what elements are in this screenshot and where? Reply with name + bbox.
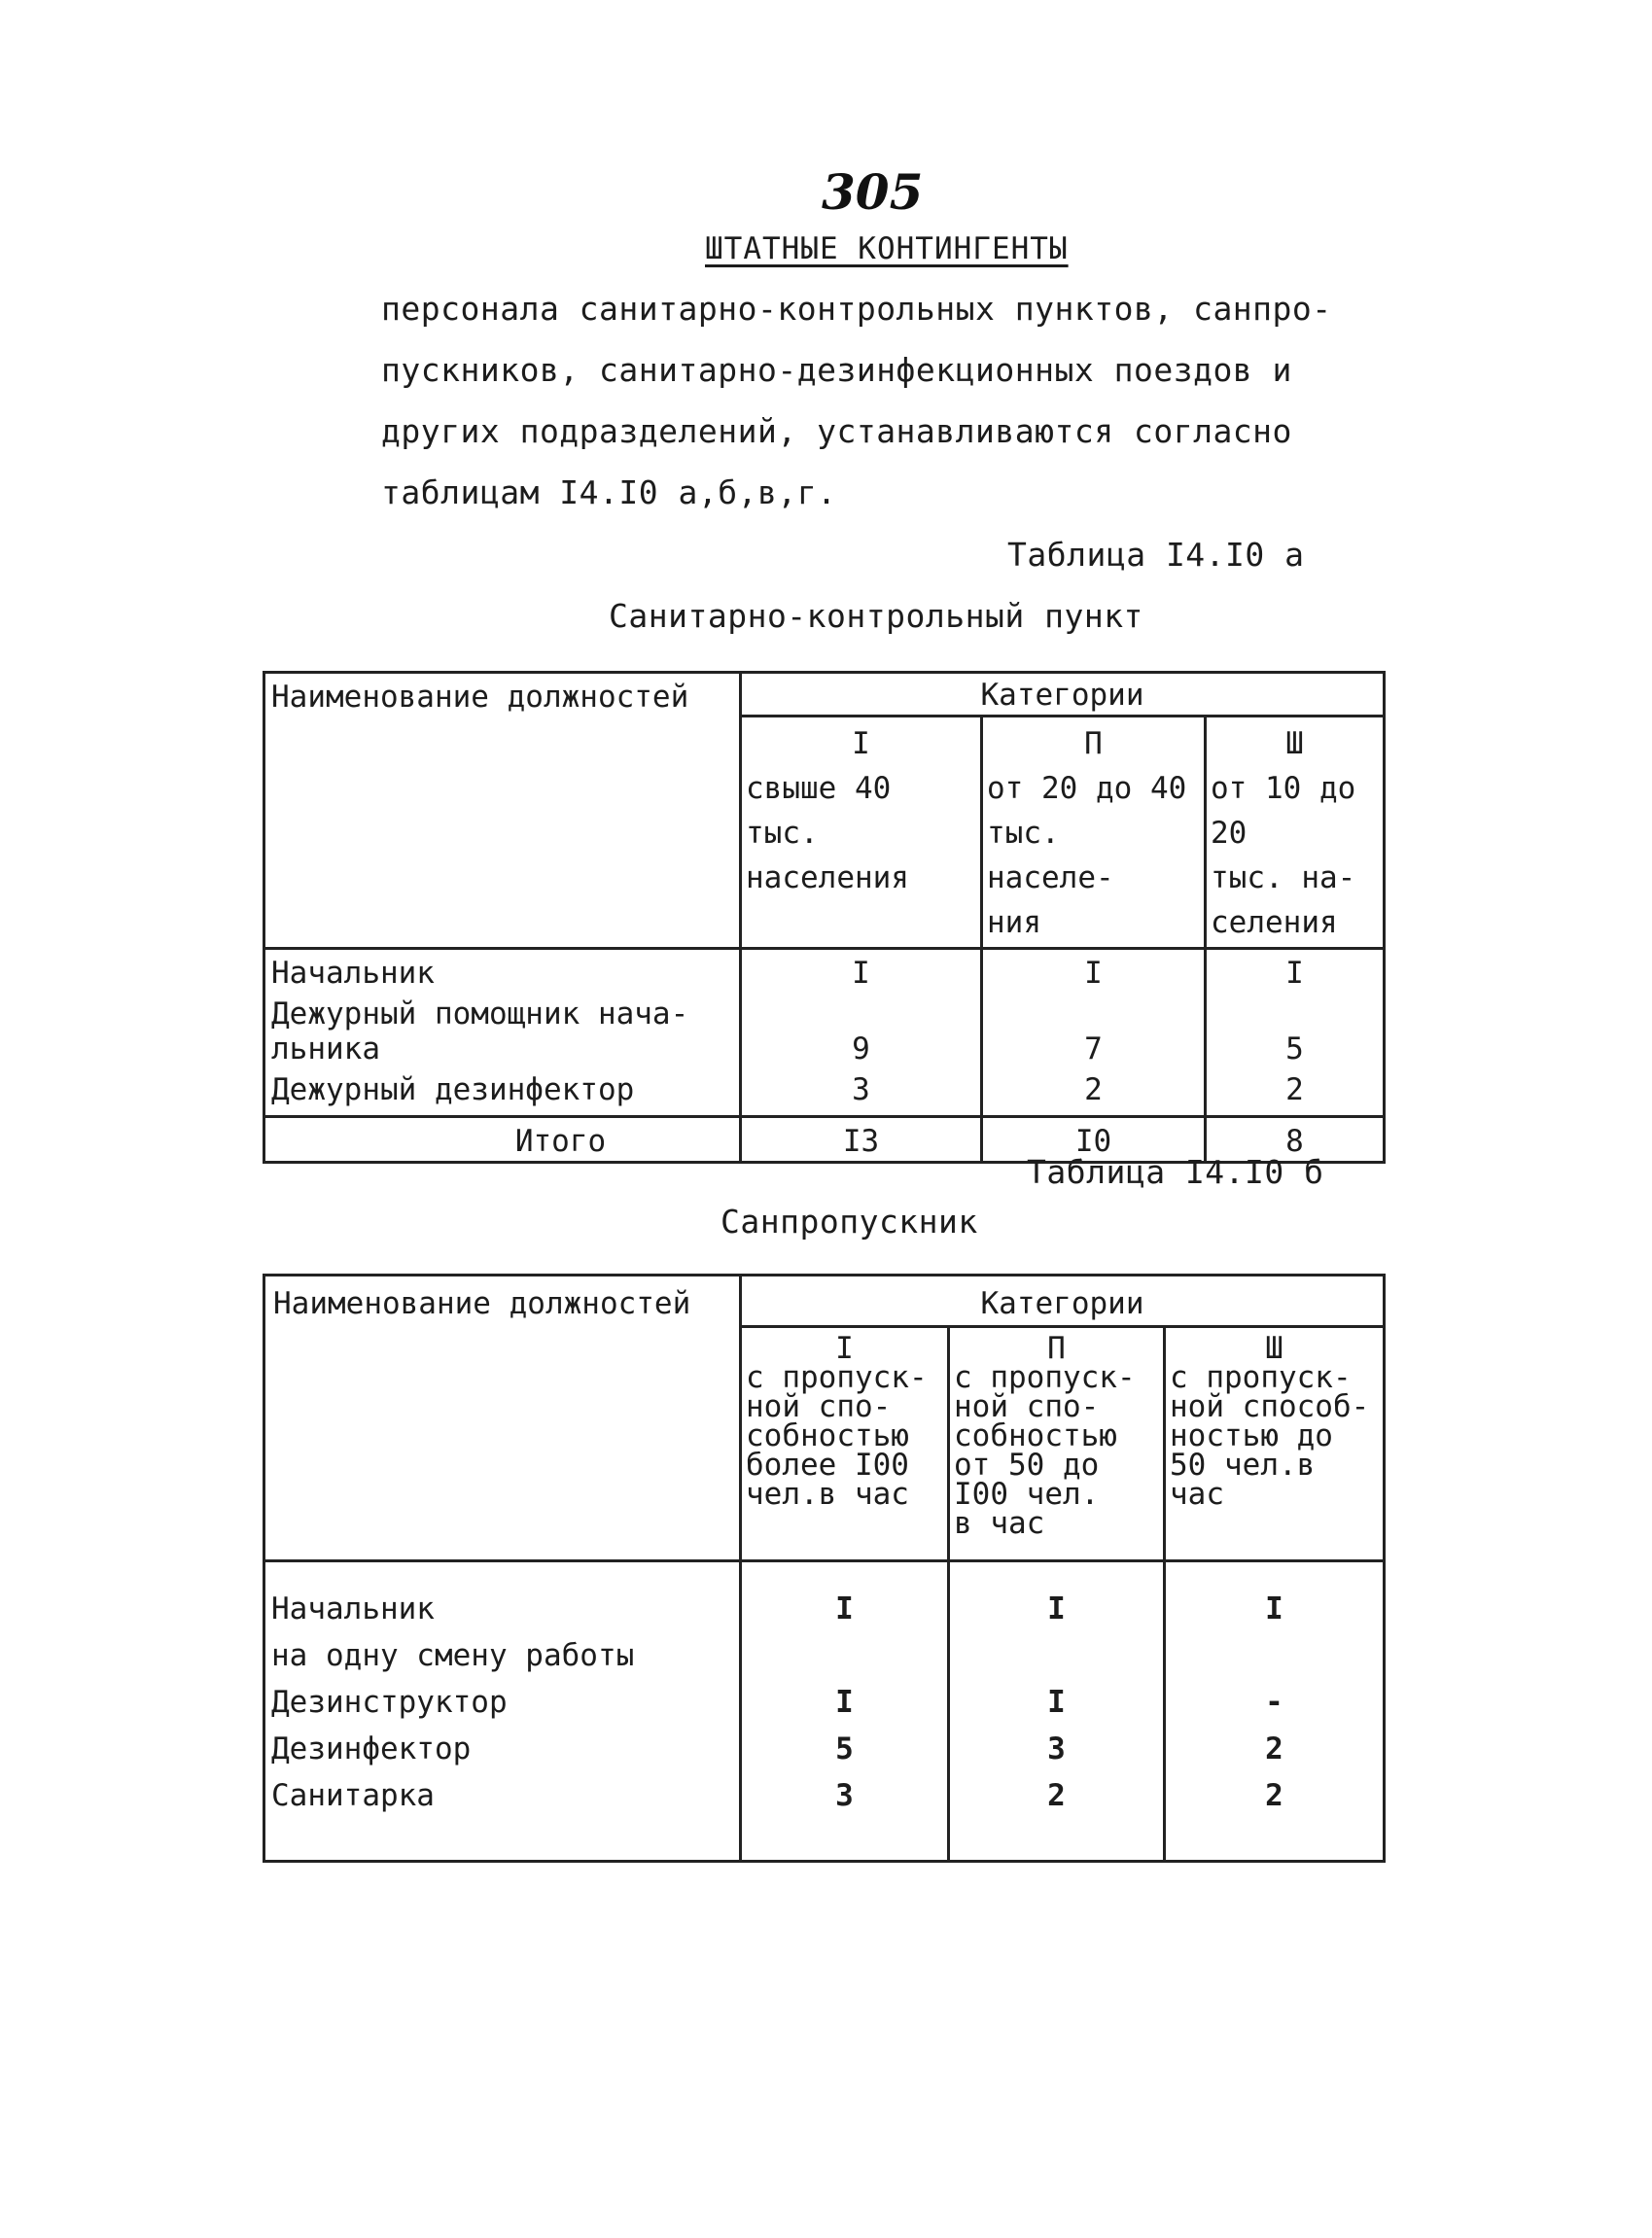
table-row — [264, 1067, 1385, 1117]
row-value: I — [982, 949, 1206, 992]
category-desc-line: тыс. на- — [1211, 860, 1356, 895]
intro-line: персонала санитарно-контрольных пунктов, санпро- — [381, 290, 1332, 328]
row-value: 2 — [949, 1772, 1165, 1862]
row-name-line: льника — [271, 1032, 380, 1067]
intro-line: таблицам I4.I0 а,б,в,г. — [381, 473, 837, 511]
category-desc-line: в час — [954, 1506, 1045, 1541]
row-value: 9 — [741, 991, 982, 1067]
category-number: Ш — [1265, 1331, 1283, 1366]
table-a-number: Таблица I4.I0 а — [1007, 536, 1305, 574]
table-row — [264, 1679, 1385, 1726]
table-row — [264, 1561, 1385, 1633]
category-desc-line: 50 чел.в — [1170, 1448, 1316, 1483]
row-value: 3 — [741, 1772, 949, 1862]
page-heading: ШТАТНЫЕ КОНТИНГЕНТЫ — [705, 231, 1069, 266]
table-row — [264, 949, 1385, 992]
row-value: 7 — [982, 991, 1206, 1067]
category-desc-line: с пропуск- — [954, 1360, 1136, 1395]
category-desc-line: I00 чел. — [954, 1477, 1100, 1512]
row-name: Начальник — [264, 1561, 741, 1633]
table-b — [263, 1274, 1386, 1863]
row-name: Начальник — [264, 949, 741, 992]
table-a-categories-title: Категории — [741, 673, 1385, 717]
table-row — [264, 1632, 1385, 1679]
row-value: I — [1165, 1561, 1385, 1633]
table-a-title: Санитарно-контрольный пункт — [609, 597, 1143, 635]
category-number: Ш — [1285, 726, 1304, 761]
row-value — [741, 1632, 949, 1679]
row-value: 5 — [1206, 991, 1385, 1067]
table-row — [264, 991, 1385, 1067]
table-a-header-name: Наименование должностей — [264, 673, 741, 949]
category-desc-line: населения — [746, 860, 909, 895]
table-a-category-1 — [741, 717, 982, 949]
category-desc-line: с пропуск- — [1170, 1360, 1352, 1395]
row-value: 2 — [1165, 1772, 1385, 1862]
table-b-categories-title: Категории — [741, 1276, 1385, 1327]
row-value: I — [1206, 949, 1385, 992]
total-value: I3 — [741, 1117, 982, 1163]
table-b-number: Таблица I4.I0 б — [1027, 1153, 1324, 1191]
row-value: I — [949, 1561, 1165, 1633]
table-b-title: Санпропускник — [721, 1203, 978, 1241]
table-b-category-2 — [949, 1327, 1165, 1561]
row-value: 2 — [1165, 1726, 1385, 1772]
row-name — [264, 991, 741, 1067]
category-number: I — [852, 726, 870, 761]
category-desc-line: ния — [987, 905, 1041, 940]
category-desc-line: час — [1170, 1477, 1224, 1512]
table-row — [264, 1726, 1385, 1772]
category-desc-line: свыше 40 тыс. — [746, 771, 892, 851]
row-value: I — [741, 1679, 949, 1726]
row-value: 2 — [1206, 1067, 1385, 1117]
row-name: на одну смену работы — [264, 1632, 741, 1679]
category-desc-line: собностью — [954, 1418, 1117, 1453]
category-desc-line: с пропуск- — [746, 1360, 928, 1395]
row-value: 2 — [982, 1067, 1206, 1117]
category-desc-line: тыс. населе- — [987, 816, 1114, 895]
table-a-category-3 — [1206, 717, 1385, 949]
table-a-category-2 — [982, 717, 1206, 949]
row-value: I — [949, 1679, 1165, 1726]
row-value: I — [741, 949, 982, 992]
row-name-line: Дежурный помощник нача- — [271, 997, 689, 1032]
total-label: Итого — [264, 1117, 741, 1163]
category-desc-line: чел.в час — [746, 1477, 909, 1512]
table-b-header-name: Наименование должностей — [264, 1276, 741, 1561]
category-desc-line: собностью — [746, 1418, 909, 1453]
row-name: Дежурный дезинфектор — [264, 1067, 741, 1117]
table-a — [263, 671, 1386, 1164]
table-b-category-1 — [741, 1327, 949, 1561]
row-value: - — [1165, 1679, 1385, 1726]
category-number: I — [835, 1331, 854, 1366]
row-name: Дезинфектор — [264, 1726, 741, 1772]
row-value: 3 — [949, 1726, 1165, 1772]
category-desc-line: более I00 — [746, 1448, 909, 1483]
category-desc-line: от 50 до — [954, 1448, 1100, 1483]
row-value: 5 — [741, 1726, 949, 1772]
row-value: I — [741, 1561, 949, 1633]
row-value — [1165, 1632, 1385, 1679]
category-desc-line: ной способ- — [1170, 1389, 1370, 1424]
category-desc-line: ностью до — [1170, 1418, 1333, 1453]
category-desc-line: селения — [1211, 905, 1338, 940]
page-number: 305 — [822, 163, 924, 221]
category-desc-line: от 10 до 20 — [1211, 771, 1356, 851]
table-row — [264, 1772, 1385, 1862]
row-value: 3 — [741, 1067, 982, 1117]
total-value: I0 — [982, 1117, 1206, 1163]
total-value: 8 — [1206, 1117, 1385, 1163]
row-value — [949, 1632, 1165, 1679]
intro-line: других подразделений, устанавливаются согласно — [381, 412, 1292, 450]
table-b-category-3 — [1165, 1327, 1385, 1561]
category-desc-line: ной спо- — [954, 1389, 1100, 1424]
category-number: П — [1047, 1331, 1066, 1366]
category-desc-line: от 20 до 40 — [987, 771, 1187, 806]
intro-line: пускников, санитарно-дезинфекционных поездов и — [381, 351, 1292, 389]
row-name: Дезинструктор — [264, 1679, 741, 1726]
category-desc-line: ной спо- — [746, 1389, 892, 1424]
row-name: Санитарка — [264, 1772, 741, 1862]
intro-paragraph — [381, 278, 1332, 523]
category-number: П — [1084, 726, 1103, 761]
